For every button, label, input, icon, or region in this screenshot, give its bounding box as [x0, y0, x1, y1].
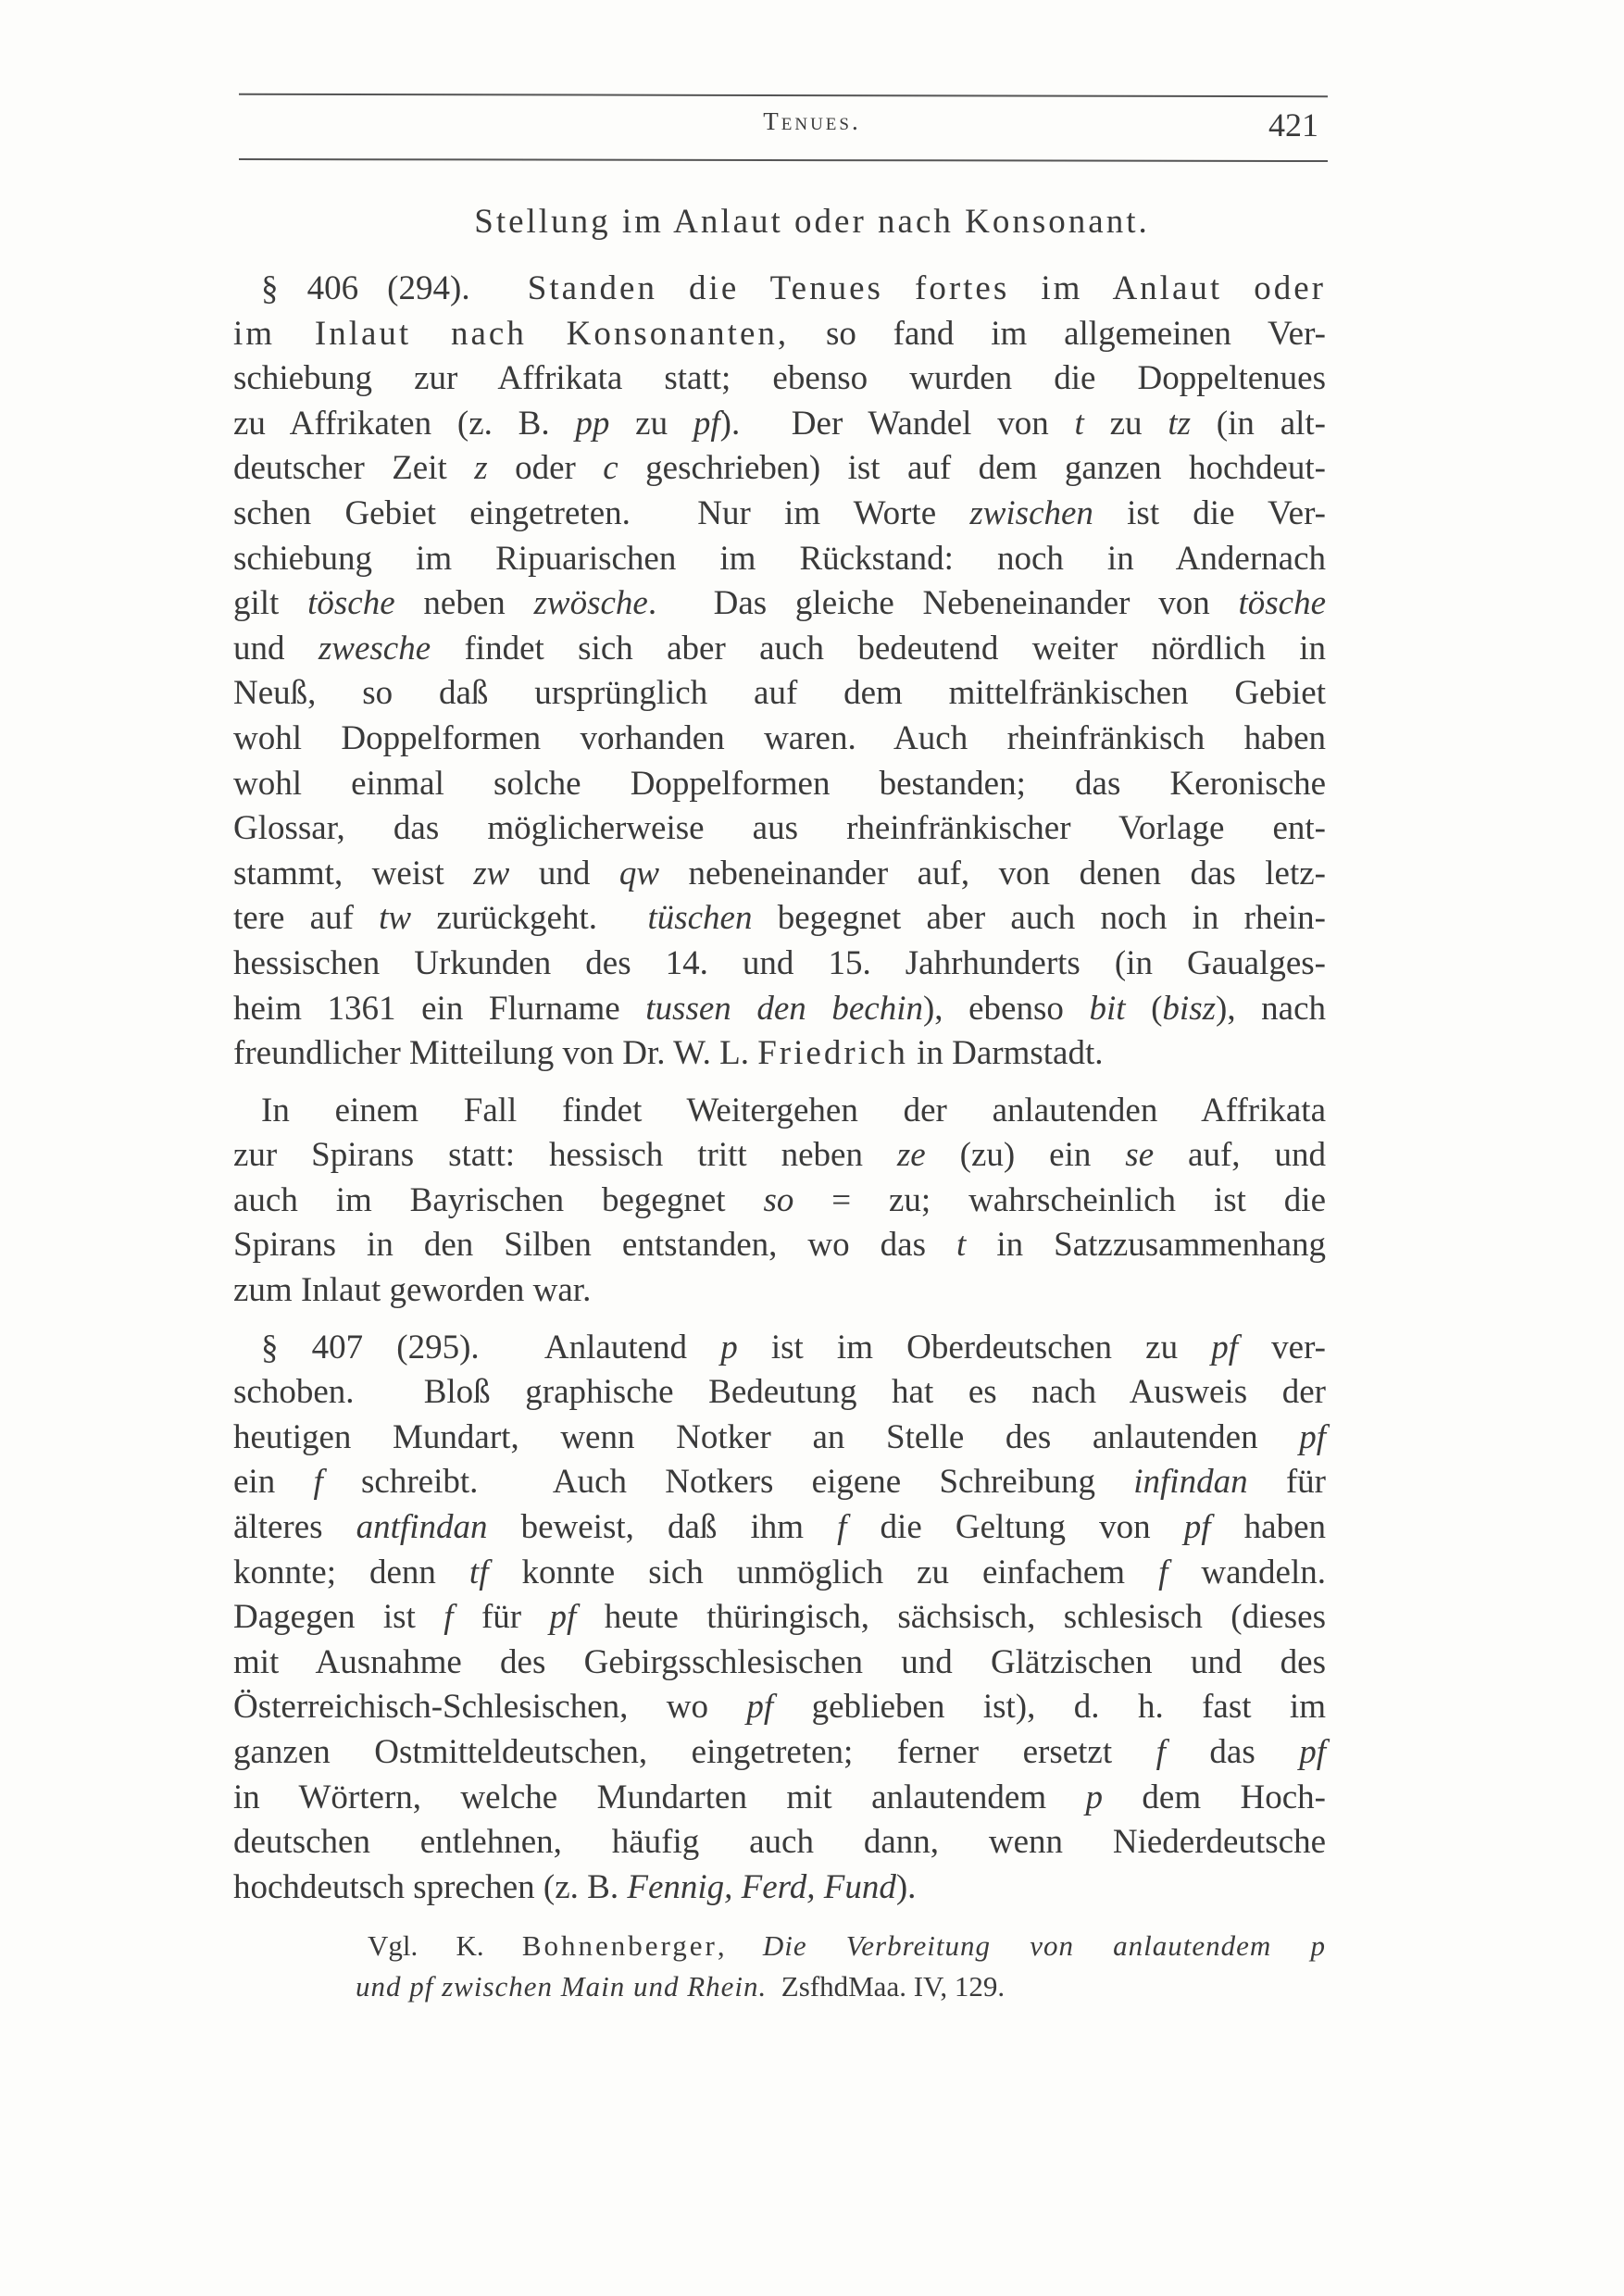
text-line	[233, 717, 1326, 762]
text-span: in Satzzusammenhang	[966, 1226, 1326, 1265]
text-span: und	[233, 629, 319, 668]
text-line	[233, 671, 1326, 717]
text-span: in Wörtern, welche Mundarten mit anlautendem	[233, 1778, 1086, 1816]
italic-text: ze	[896, 1136, 926, 1175]
text-span: ). Der Wandel von	[719, 404, 1075, 443]
text-span: freundlicher Mitteilung von Dr. W. L.	[233, 1034, 758, 1073]
text-line	[233, 1370, 1326, 1416]
text-span: In einem Fall findet Weitergehen der anlautenden Affrikata	[261, 1091, 1326, 1129]
text-line	[233, 1866, 1326, 1911]
spaced-text: Friedrich	[757, 1034, 908, 1073]
text-span: heim 1361 ein Flurname	[233, 989, 646, 1028]
text-span: beweist, daß ihm	[487, 1508, 838, 1547]
text-span: Neuß, so daß ursprünglich auf dem mittelfränkischen Gebiet	[233, 674, 1326, 713]
italic-text: pf	[1299, 1733, 1326, 1771]
text-line	[233, 1776, 1326, 1821]
paragraph	[233, 1326, 1326, 1911]
italic-text: f	[1158, 1553, 1168, 1591]
text-line	[233, 581, 1326, 627]
text-line	[233, 852, 1326, 897]
text-line	[233, 942, 1326, 987]
text-line	[233, 1326, 1326, 1371]
text-span: deutscher Zeit	[233, 449, 475, 488]
text-span: mit Ausnahme des Gebirgsschlesischen und Glätzischen und des	[233, 1642, 1326, 1681]
text-span: oder	[487, 449, 604, 488]
text-span: heutigen Mundart, wenn Notker an Stelle des anlautenden	[233, 1417, 1300, 1456]
italic-text: und pf zwischen Main und Rhein.	[356, 1970, 768, 2003]
text-span: neben	[394, 584, 534, 623]
italic-text: tösche	[1238, 584, 1326, 623]
text-span: Spirans in den Silben entstanden, wo das	[233, 1226, 957, 1265]
text-span: heute thüringisch, sächsisch, schlesisch (dieses	[576, 1598, 1326, 1637]
header-rule-top	[239, 94, 1328, 97]
italic-text: f	[837, 1508, 847, 1547]
text-span: wohl Doppelformen vorhanden waren. Auch rheinfränkisch haben	[233, 718, 1326, 757]
text-line	[233, 1926, 1326, 1966]
italic-text: z	[474, 449, 488, 488]
text-span: § 406 (294).	[261, 269, 528, 307]
italic-text: pf	[1183, 1508, 1211, 1547]
section-heading: Stellung im Anlaut oder nach Konsonant.	[474, 203, 1150, 241]
text-span: gilt	[233, 584, 308, 623]
text-span: und	[509, 854, 619, 892]
italic-text: zwischen	[969, 493, 1093, 532]
text-line	[233, 402, 1326, 447]
italic-text: tussen den bechin	[645, 989, 923, 1028]
text-line	[233, 1089, 1326, 1134]
italic-text: f	[313, 1463, 323, 1502]
italic-text: infindan	[1133, 1463, 1248, 1502]
text-span: schiebung zur Affrikata statt; ebenso wurden die Doppeltenues	[233, 359, 1326, 398]
italic-text: f	[443, 1598, 454, 1637]
text-line	[233, 1820, 1326, 1866]
text-span: (in alt-	[1191, 404, 1326, 443]
text-span: schoben. Bloß graphische Bedeutung hat es nach Ausweis der	[233, 1373, 1326, 1412]
spaced-text: im Inlaut nach Konsonanten,	[233, 314, 790, 353]
italic-text: tw	[379, 899, 412, 938]
text-span: begegnet aber auch noch in rhein-	[752, 899, 1326, 938]
text-span: ).	[895, 1867, 917, 1906]
italic-text: pp	[575, 404, 610, 443]
text-span: haben	[1210, 1508, 1326, 1547]
text-span: deutschen entlehnen, häufig auch dann, wenn Niederdeutsche	[233, 1823, 1326, 1862]
text-span: ), ebenso	[922, 989, 1090, 1028]
italic-text: pf	[549, 1598, 577, 1637]
text-line	[233, 1685, 1326, 1730]
text-span: schreibt. Auch Notkers eigene Schreibung	[322, 1463, 1134, 1502]
italic-text: bit	[1089, 989, 1126, 1028]
italic-text: t	[956, 1226, 967, 1265]
text-span: so fand im allgemeinen Ver-	[789, 314, 1326, 353]
italic-text: so	[763, 1180, 794, 1219]
text-span: schiebung im Ripuarischen im Rückstand: noch in Andernach	[233, 539, 1326, 578]
italic-text: p	[720, 1328, 738, 1366]
text-span: zu	[1083, 404, 1168, 443]
italic-text: tüschen	[647, 899, 753, 938]
text-span: konnte; denn	[233, 1553, 469, 1591]
italic-text: qw	[618, 854, 659, 892]
text-span: zum Inlaut geworden war.	[233, 1271, 592, 1310]
text-span: dem Hoch-	[1103, 1778, 1327, 1816]
text-span: (	[1125, 989, 1163, 1028]
text-line	[233, 806, 1326, 852]
text-line	[233, 896, 1326, 942]
text-span: das	[1165, 1733, 1300, 1771]
text-line	[233, 1966, 1326, 2007]
text-line	[233, 267, 1326, 312]
text-line	[233, 627, 1326, 672]
italic-text: bisz	[1162, 989, 1216, 1028]
italic-text: se	[1125, 1136, 1155, 1175]
text-span: hessischen Urkunden des 14. und 15. Jahrhunderts (in Gaualges-	[233, 943, 1326, 982]
text-span: schen Gebiet eingetreten. Nur im Worte	[233, 493, 970, 532]
text-line	[233, 762, 1326, 807]
text-span: (zu) ein	[925, 1136, 1126, 1175]
text-span: die Geltung von	[846, 1508, 1184, 1547]
text-span: älteres	[233, 1508, 356, 1547]
text-span: stammt, weist	[233, 854, 474, 892]
text-span: hochdeutsch sprechen (z. B.	[233, 1867, 628, 1906]
italic-text: p	[1085, 1778, 1104, 1816]
text-line	[233, 1031, 1326, 1077]
text-line	[233, 492, 1326, 537]
italic-text: Fennig, Ferd, Fund	[627, 1867, 896, 1906]
italic-text: f	[1156, 1733, 1166, 1771]
text-span: geschrieben) ist auf dem ganzen hochdeut-	[618, 449, 1326, 488]
footnote	[233, 1926, 1326, 2007]
italic-text: c	[603, 449, 618, 488]
text-line	[233, 312, 1326, 357]
text-line	[233, 1551, 1326, 1596]
text-span: ), nach	[1216, 989, 1326, 1028]
italic-text: Die Verbreitung von anlautendem p	[762, 1929, 1327, 1962]
italic-text: tösche	[307, 584, 395, 623]
italic-text: t	[1074, 404, 1084, 443]
text-span: ist im Oberdeutschen zu	[737, 1328, 1212, 1366]
text-line	[233, 1595, 1326, 1641]
text-span: konnte sich unmöglich zu einfachem	[488, 1553, 1159, 1591]
text-span: findet sich aber auch bedeutend weiter nördlich in	[431, 629, 1327, 668]
italic-text: tz	[1168, 404, 1192, 443]
italic-text: antfindan	[356, 1508, 488, 1547]
header-rule-bottom	[239, 158, 1328, 162]
text-span: Glossar, das möglicherweise aus rheinfränkischer Vorlage ent-	[233, 809, 1326, 848]
text-line	[233, 1268, 1326, 1314]
text-line	[233, 1505, 1326, 1551]
italic-text: pf	[746, 1688, 774, 1727]
text-line	[233, 1223, 1326, 1268]
italic-text: pf	[693, 404, 720, 443]
text-line	[233, 1179, 1326, 1224]
text-span: für	[1247, 1463, 1326, 1502]
text-line	[233, 537, 1326, 582]
text-span: wandeln.	[1168, 1553, 1326, 1591]
text-span: auf, und	[1154, 1136, 1326, 1175]
paragraph	[233, 267, 1326, 1077]
italic-text: zwesche	[318, 629, 431, 668]
text-span: § 407 (295). Anlautend	[261, 1328, 721, 1366]
text-span: für	[453, 1598, 550, 1637]
text-span: in Darmstadt.	[907, 1034, 1104, 1073]
text-span: zur Spirans statt: hessisch tritt neben	[233, 1136, 897, 1175]
text-span: Österreichisch-Schlesischen, wo	[233, 1688, 747, 1727]
text-line	[233, 1641, 1326, 1686]
italic-text: pf	[1211, 1328, 1239, 1366]
text-span: ver-	[1238, 1328, 1326, 1366]
text-span: ein	[233, 1463, 314, 1502]
paragraph	[233, 1089, 1326, 1314]
text-line	[233, 987, 1326, 1032]
text-span: ZsfhdMaa. IV, 129.	[767, 1970, 1006, 2003]
spaced-text: Standen die Tenues fortes im Anlaut oder	[527, 269, 1326, 307]
text-span: nebeneinander auf, von denen das letz-	[659, 854, 1326, 892]
italic-text: tf	[468, 1553, 489, 1591]
text-span: zurückgeht.	[411, 899, 648, 938]
text-span: Dagegen ist	[233, 1598, 444, 1637]
text-span: ist die Ver-	[1093, 493, 1326, 532]
running-head: Tenues.	[763, 107, 861, 135]
text-line	[233, 1460, 1326, 1505]
page-number: 421	[1268, 106, 1318, 144]
text-span: = zu; wahrscheinlich ist die	[793, 1180, 1326, 1219]
text-span: zu	[609, 404, 693, 443]
text-span: ,	[717, 1929, 763, 1962]
spaced-text: Bohnenberger	[521, 1929, 718, 1962]
text-line	[233, 356, 1326, 402]
text-line	[233, 1730, 1326, 1776]
text-line	[233, 1416, 1326, 1461]
text-span: zu Affrikaten (z. B.	[233, 404, 576, 443]
italic-text: zw	[473, 854, 510, 892]
text-span: . Das gleiche Nebeneinander von	[647, 584, 1239, 623]
text-span: ganzen Ostmitteldeutschen, eingetreten; ferner ersetzt	[233, 1733, 1156, 1771]
text-span: geblieben ist), d. h. fast im	[773, 1688, 1326, 1727]
text-line	[233, 1133, 1326, 1179]
text-span: auch im Bayrischen begegnet	[233, 1180, 764, 1219]
body-text	[233, 267, 1326, 1922]
italic-text: pf	[1299, 1417, 1326, 1456]
italic-text: zwösche	[533, 584, 648, 623]
text-span: tere auf	[233, 899, 380, 938]
text-span: Vgl. K.	[368, 1929, 522, 1962]
text-line	[233, 446, 1326, 492]
text-span: wohl einmal solche Doppelformen bestanden; das Keronische	[233, 764, 1326, 803]
